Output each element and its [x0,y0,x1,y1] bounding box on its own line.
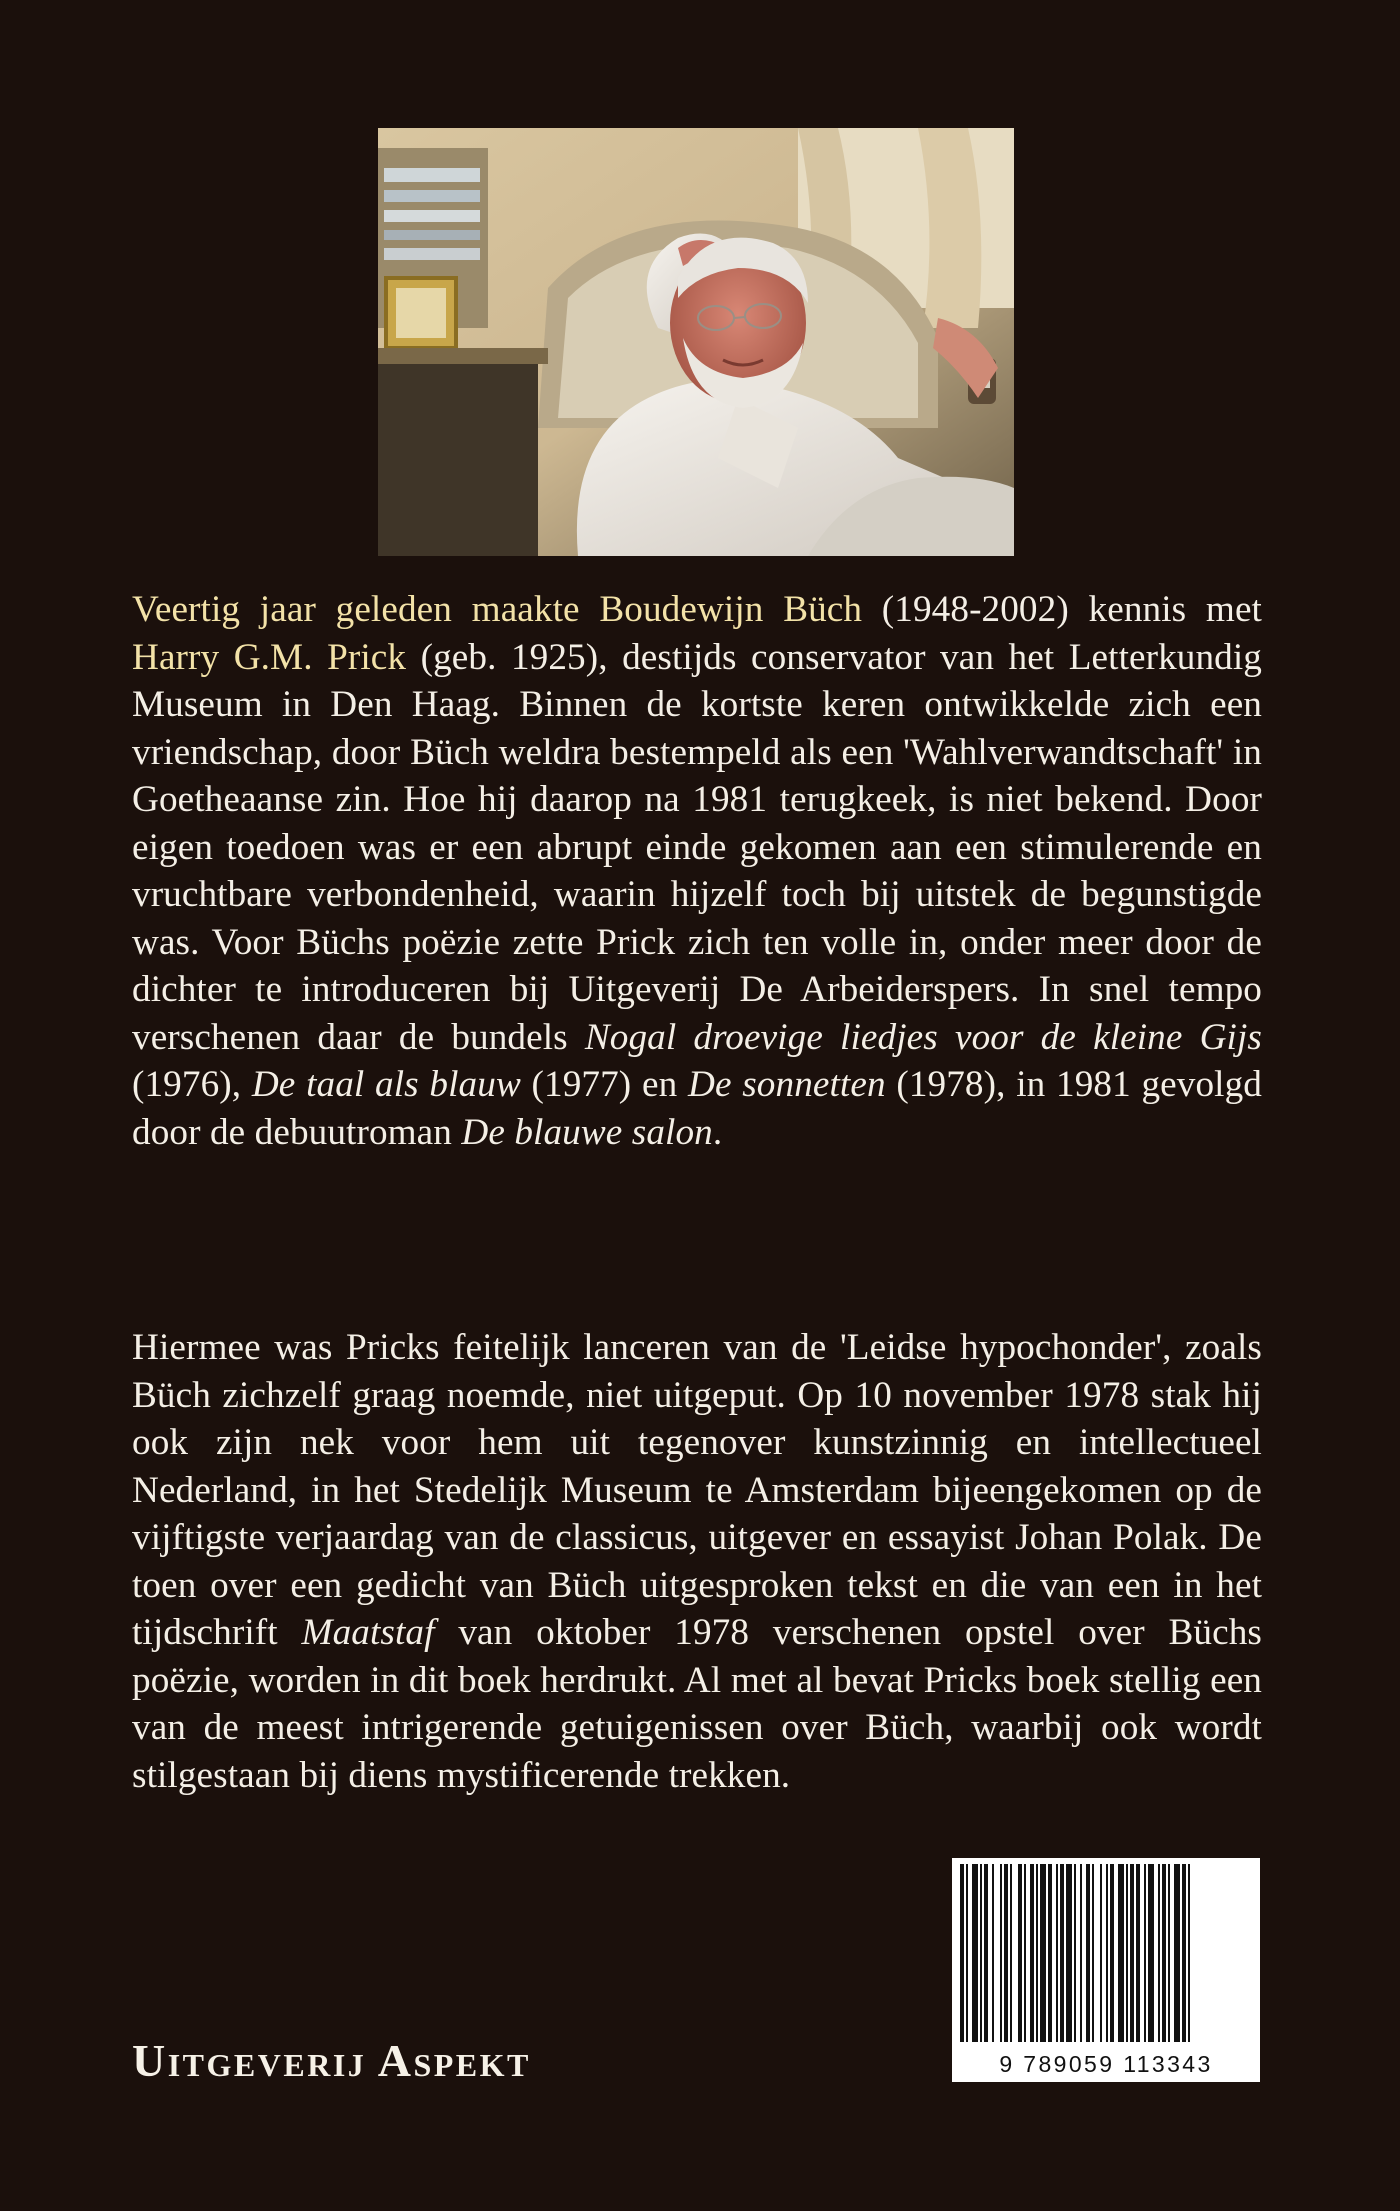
barcode-bar [1110,1864,1114,2042]
barcode-bar [1060,1864,1064,2042]
barcode-bar [1086,1864,1090,2042]
barcode-bar [966,1864,968,2042]
barcode-bar [1074,1864,1076,2042]
description-paragraph-1 [132,586,1262,1156]
barcode-bar [1174,1864,1180,2042]
barcode-bar [1118,1864,1124,2042]
text-segment: van oktober 1978 verschenen opstel over Büchs poëzie, worden in dit boek herdrukt. Al met al bevat Pricks boek stellig een van de meest intrigerende getuigenissen over Büch, waarbij ook wordt stilgestaan bij diens mystificerende trekken. [132,1612,1262,1796]
barcode-bar [1040,1864,1046,2042]
barcode-bar [980,1864,982,2042]
book-title: De blauwe salon [461,1111,713,1153]
text-segment: (1976), [132,1064,252,1105]
book-title: De sonnetten [687,1064,886,1105]
text-segment: . [712,1111,723,1153]
barcode-bar [1130,1864,1134,2042]
barcode-bar [1000,1864,1002,2042]
author-name-buch: Boudewijn Büch [599,589,863,630]
barcode-bar [1158,1864,1160,2042]
barcode-bar [1036,1864,1038,2042]
barcode-bar [1092,1864,1094,2042]
barcode-bar [960,1864,964,2042]
barcode-bar [1162,1864,1166,2042]
barcode-bar [1004,1864,1008,2042]
description-paragraph-2 [132,1324,1262,1799]
barcode-bars [952,1858,1260,2048]
barcode-bar [1018,1864,1022,2042]
barcode-bar [1080,1864,1082,2042]
barcode-bar [1106,1864,1108,2042]
isbn-barcode [952,1858,1260,2082]
barcode-bar [992,1864,994,2042]
barcode-bar [1126,1864,1128,2042]
barcode-bar [1100,1864,1102,2042]
text-segment: (1977) en [520,1064,688,1105]
author-photo [378,128,1014,556]
text-segment: (geb. 1925), destijds conservator van het Letterkundig Museum in Den Haag. Binnen de kortste keren ontwikkelde zich een vriendschap, door Büch weldra bestempeld als een 'Wahlverwandtschaft' in Goetheaanse zin. Hoe hij daarop na 1981 terugkeek, is niet bekend. Door eigen toedoen was er een abrupt einde gekomen aan een stimulerende en vruchtbare verbondenheid, waarin hijzelf toch bij uitstek de begunstigde was. Voor Büchs poëzie zette Prick zich ten volle in, onder meer door de dichter te introduceren bij Uitgeverij De Arbeiderspers. In snel tempo verschenen daar de bundels [132,636,1262,1058]
barcode-bar [1182,1864,1186,2042]
isbn-number: 9 789059 113343 [999,2051,1213,2077]
barcode-bar [1066,1864,1072,2042]
veertig-text: Veertig jaar geleden maakte [132,589,600,630]
author-name-prick: Harry G.M. Prick [132,636,407,678]
barcode-bar [1144,1864,1146,2042]
text-segment: (1978), in 1981 gevolgd door de debuutroman [132,1064,1262,1153]
magazine-title: Maatstaf [301,1612,435,1653]
barcode-bar [1010,1864,1012,2042]
book-title: De taal als blauw [251,1064,521,1105]
barcode-bar [972,1864,978,2042]
barcode-bar [1048,1864,1052,2042]
barcode-bar [1024,1864,1026,2042]
barcode-bar [1188,1864,1190,2042]
barcode-bar [1056,1864,1058,2042]
book-title: Nogal droevige liedjes voor de kleine Gijs [584,1016,1262,1058]
publisher-name: Uitgeverij Aspekt [132,2035,531,2086]
text-segment: (1948-2002) kennis met [862,589,1262,630]
barcode-bar [1030,1864,1034,2042]
barcode-bar [1136,1864,1140,2042]
text-segment: Hiermee was Pricks feitelijk lanceren van de 'Leidse hypochonder', zoals Büch zichzelf graag noemde, niet uitgeput. Op 10 november 1978 stak hij ook zijn nek voor hem uit tegenover kunstzinnig en intellectueel Nederland, in het Stedelijk Museum te Amsterdam bijeengekomen op de vijftigste verjaardag van de classicus, uitgever en essayist Johan Polak. De toen over een gedicht van Büch uitgesproken tekst en die van een in het tijdschrift [132,1327,1262,1653]
barcode-bar [1168,1864,1170,2042]
barcode-bar [984,1864,988,2042]
barcode-bar [1148,1864,1154,2042]
